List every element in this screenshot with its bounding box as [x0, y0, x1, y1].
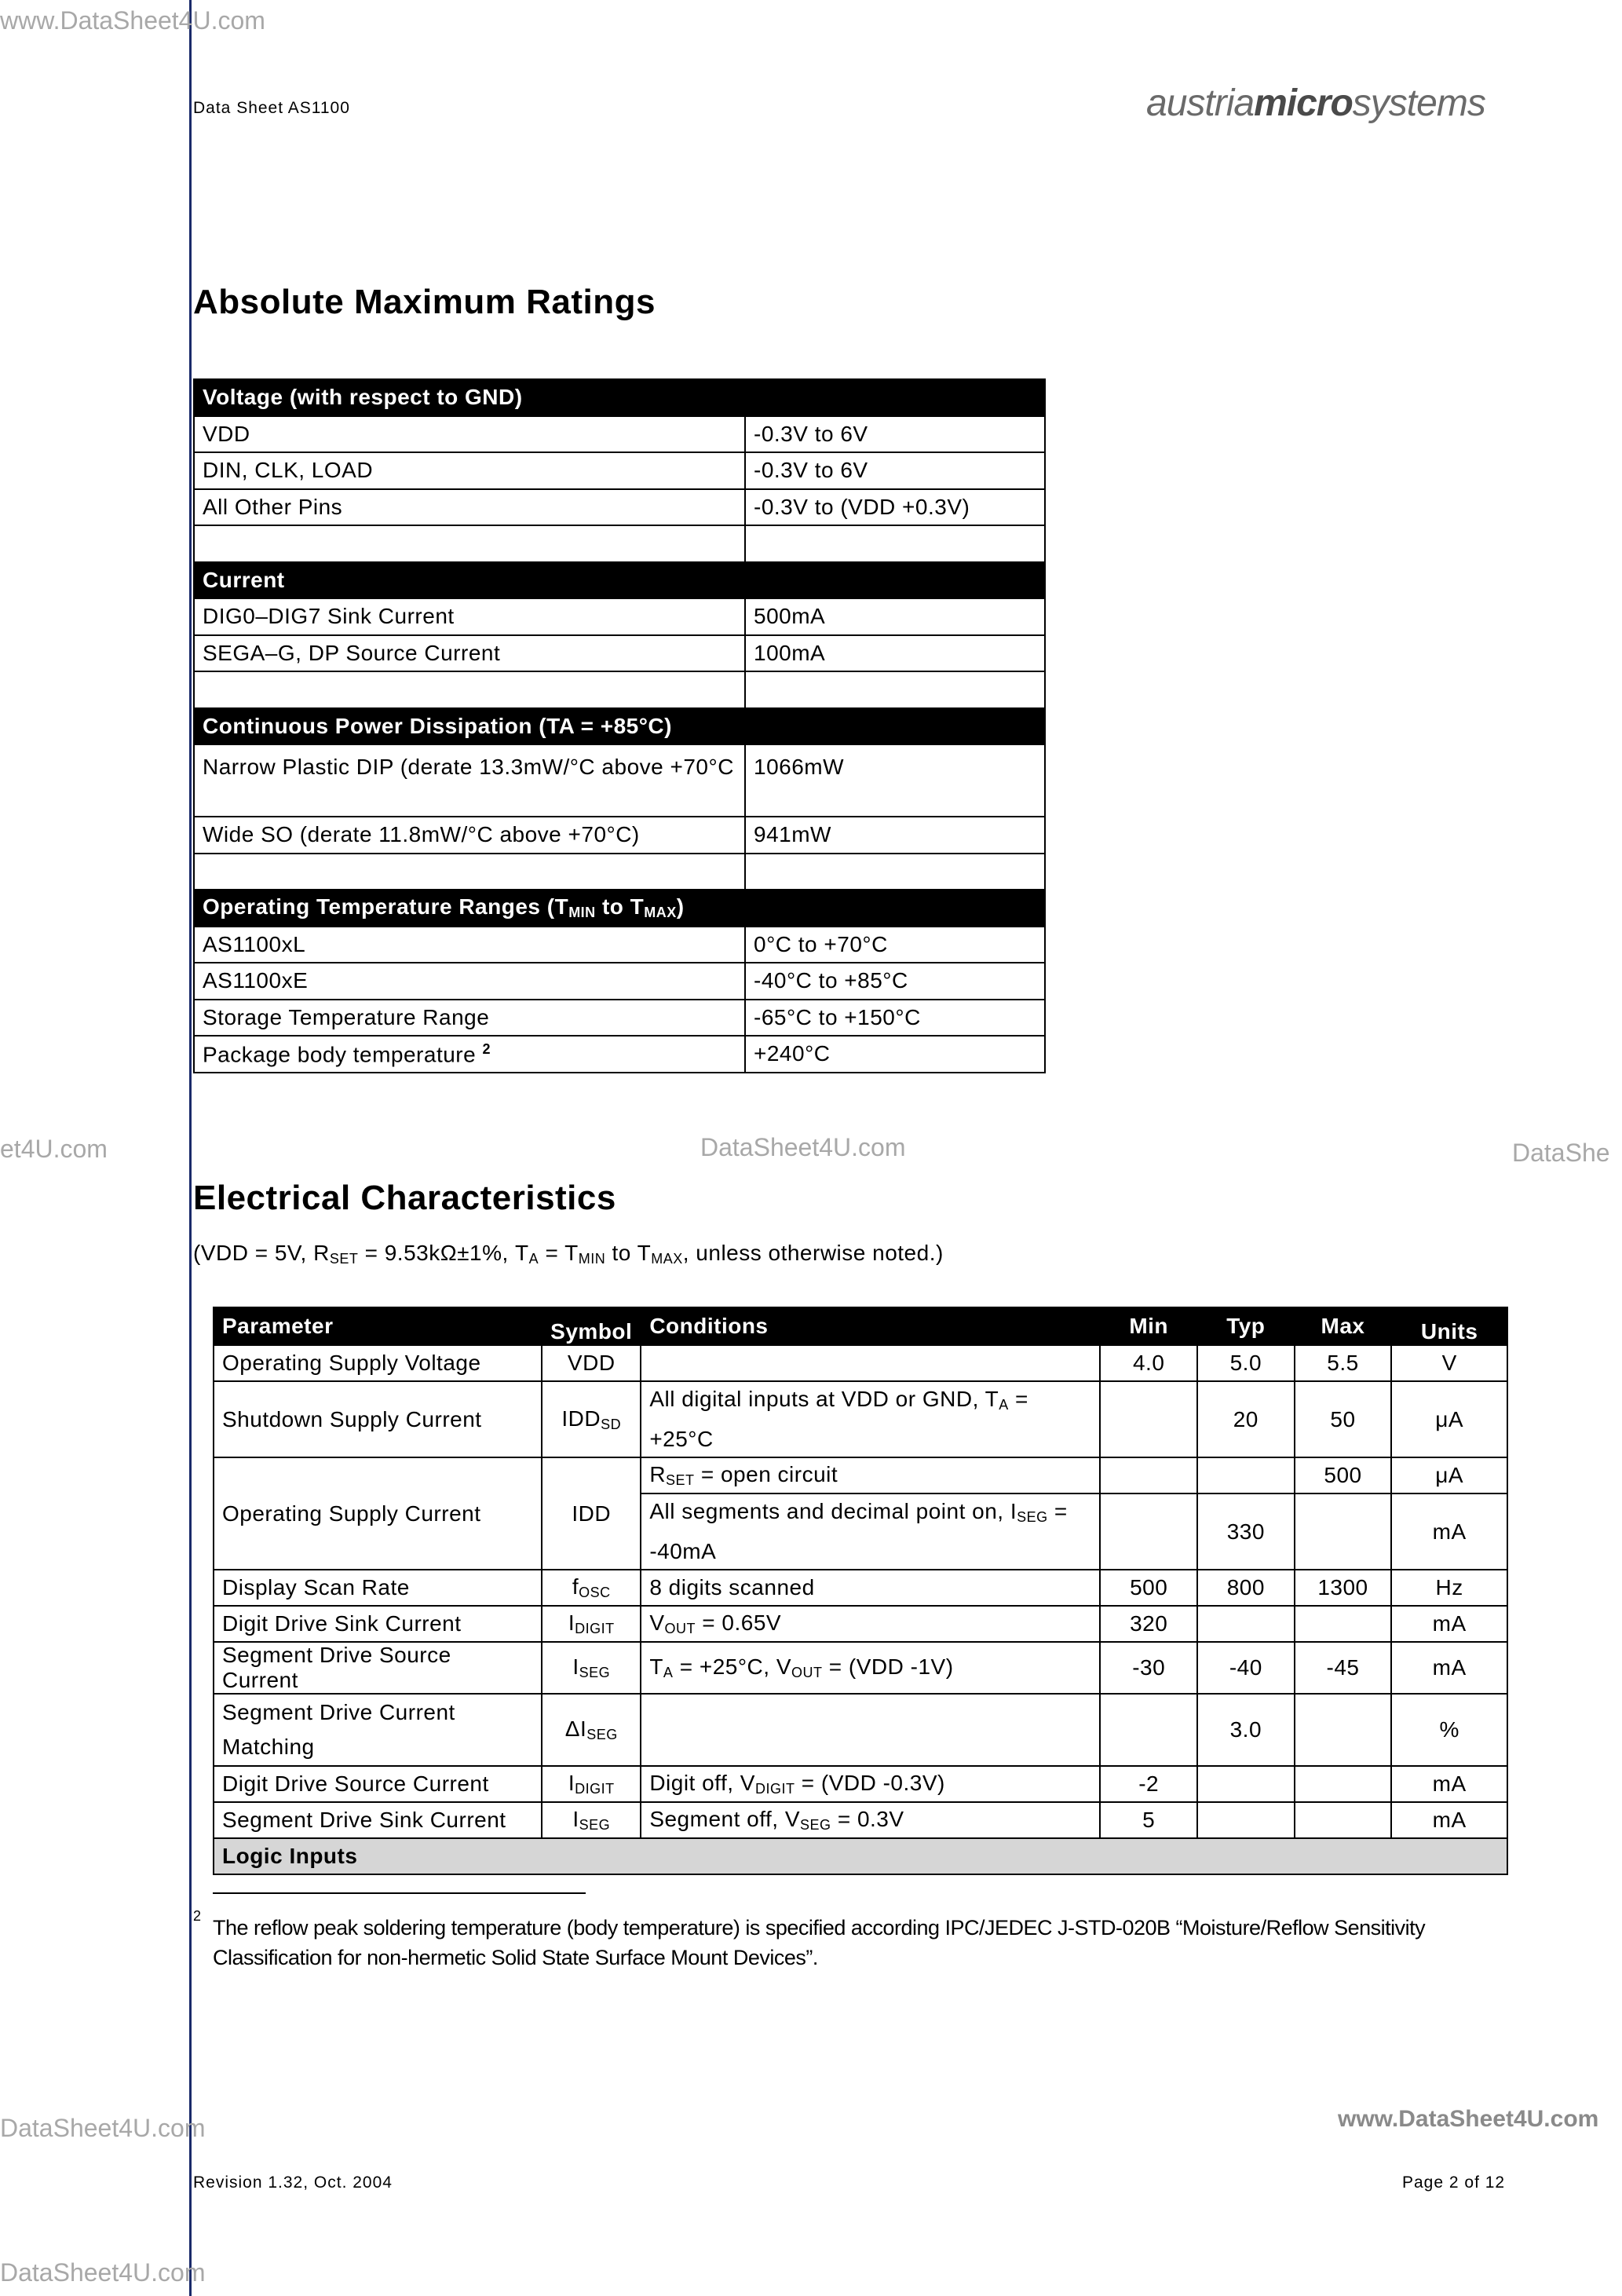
footnote-text: The reflow peak soldering temperature (body temperature) is specified according IPC/JEDEC J-STD-020B “Moisture/Reflow Sensitivity Classification for non-hermetic Solid State Surface Mount Devices”. — [213, 1916, 1426, 1969]
doc-title: Data Sheet AS1100 — [193, 99, 350, 117]
table-row: Package body temperature $^2$ +240°C — [194, 1036, 1045, 1073]
electrical-conditions-note: (VDD = 5V, $R_{SET} = 9.53k\Omega\pm 1\%$, $T_A = T_{MIN}$ to $T_{MAX}$, unless otherwise noted.) — [193, 1241, 944, 1267]
section-title-electrical: Electrical Characteristics — [193, 1179, 616, 1217]
table-row: DIG0–DIG7 Sink Current 500mA — [194, 598, 1045, 635]
watermark-bottom-left: DataSheet4U.com — [0, 2258, 206, 2287]
ratings-heading-temperature: Operating Temperature Ranges ($T_{MIN}$ to $T_{MAX}$) — [194, 890, 1045, 927]
table-row: Narrow Plastic DIP (derate 13.3mW/°C above +70°C 1066mW — [194, 744, 1045, 817]
footnote-number: 2 — [193, 1908, 202, 1924]
table-row: Segment Drive Source Current $I_{SEG}$ $T_A = +25^\circ C$, $V_{OUT} = (VDD$ -1V) -30 -40 -45 mA — [214, 1642, 1507, 1694]
col-parameter: Parameter — [214, 1307, 542, 1345]
ratings-heading-power: Continuous Power Dissipation (TA = +85°C) — [194, 708, 1045, 745]
page-number: Page 2 of 12 — [1402, 2174, 1506, 2192]
table-section-row — [214, 1838, 1507, 1874]
table-row: Operating Supply Voltage VDD 4.0 5.0 5.5 V — [214, 1345, 1507, 1381]
table-row: Operating Supply Current IDD $R_{SET}$ = open circuit 500 μA — [214, 1457, 1507, 1493]
table-row: Shutdown Supply Current $IDD_{SD}$ All digital inputs at VDD or GND, $T_A = +25^\circ C$ 20 50 μA — [214, 1381, 1507, 1457]
ratings-table — [193, 378, 1046, 1073]
watermark-lower-right: www.DataSheet4U.com — [1338, 2106, 1599, 2132]
revision-info: Revision 1.32, Oct. 2004 — [193, 2174, 393, 2192]
logic-inputs-heading: Logic Inputs — [214, 1838, 1507, 1874]
table-row: Digit Drive Sink Current $I_{DIGIT}$ $V_{OUT} = 0.65V$ 320 mA — [214, 1606, 1507, 1642]
watermark-mid-center: DataSheet4U.com — [700, 1133, 906, 1161]
col-units: Units — [1391, 1307, 1507, 1345]
table-row: DIN, CLK, LOAD -0.3V to 6V — [194, 452, 1045, 489]
table-header-row — [214, 1307, 1507, 1345]
table-row: AS1100xL 0°C to +70°C — [194, 927, 1045, 963]
table-row: Segment Drive Sink Current $I_{SEG}$ Segment off, $V_{SEG} = 0.3V$ 5 mA — [214, 1802, 1507, 1838]
table-row: AS1100xE -40°C to +85°C — [194, 963, 1045, 1000]
table-row: Storage Temperature Range -65°C to +150°C — [194, 1000, 1045, 1036]
watermark-mid-left: et4U.com — [0, 1135, 108, 1163]
table-row — [194, 525, 1045, 562]
table-row: All Other Pins -0.3V to (VDD +0.3V) — [194, 489, 1045, 526]
section-title-ratings: Absolute Maximum Ratings — [193, 283, 656, 321]
table-row — [194, 671, 1045, 708]
table-row: Digit Drive Source Current $I_{DIGIT}$ Digit off, $V_{DIGIT} = (VDD$ -0.3V) -2 mA — [214, 1766, 1507, 1802]
col-typ: Typ — [1197, 1307, 1295, 1345]
watermark-mid-right: DataShe — [1512, 1139, 1610, 1167]
company-logo: austriamicrosystems — [1146, 82, 1485, 124]
table-row — [194, 854, 1045, 890]
table-row: SEGA–G, DP Source Current 100mA — [194, 635, 1045, 672]
margin-line — [189, 0, 192, 2296]
watermark-top-left: www.DataSheet4U.com — [0, 6, 265, 35]
footnote-ref[interactable]: 2 — [482, 1040, 491, 1057]
table-row: All segments and decimal point on, $I_{SEG} = -40mA$ 330 mA — [214, 1493, 1507, 1570]
table-row: Wide SO (derate 11.8mW/°C above +70°C) 941mW — [194, 817, 1045, 854]
electrical-table — [213, 1307, 1508, 1875]
col-min: Min — [1100, 1307, 1197, 1345]
footnote-divider — [213, 1892, 586, 1894]
col-conditions: Conditions — [641, 1307, 1100, 1345]
table-row: Segment Drive Current Matching $\Delta I_{SEG}$ 3.0 % — [214, 1694, 1507, 1766]
table-row: Display Scan Rate $f_{OSC}$ 8 digits scanned 500 800 1300 Hz — [214, 1570, 1507, 1606]
col-max: Max — [1295, 1307, 1392, 1345]
watermark-lower-left: DataSheet4U.com — [0, 2114, 206, 2142]
ratings-heading-voltage: Voltage (with respect to GND) — [194, 379, 1045, 416]
ratings-heading-current: Current — [194, 562, 1045, 599]
col-symbol: Symbol — [542, 1307, 641, 1345]
table-row: VDD -0.3V to 6V — [194, 416, 1045, 453]
